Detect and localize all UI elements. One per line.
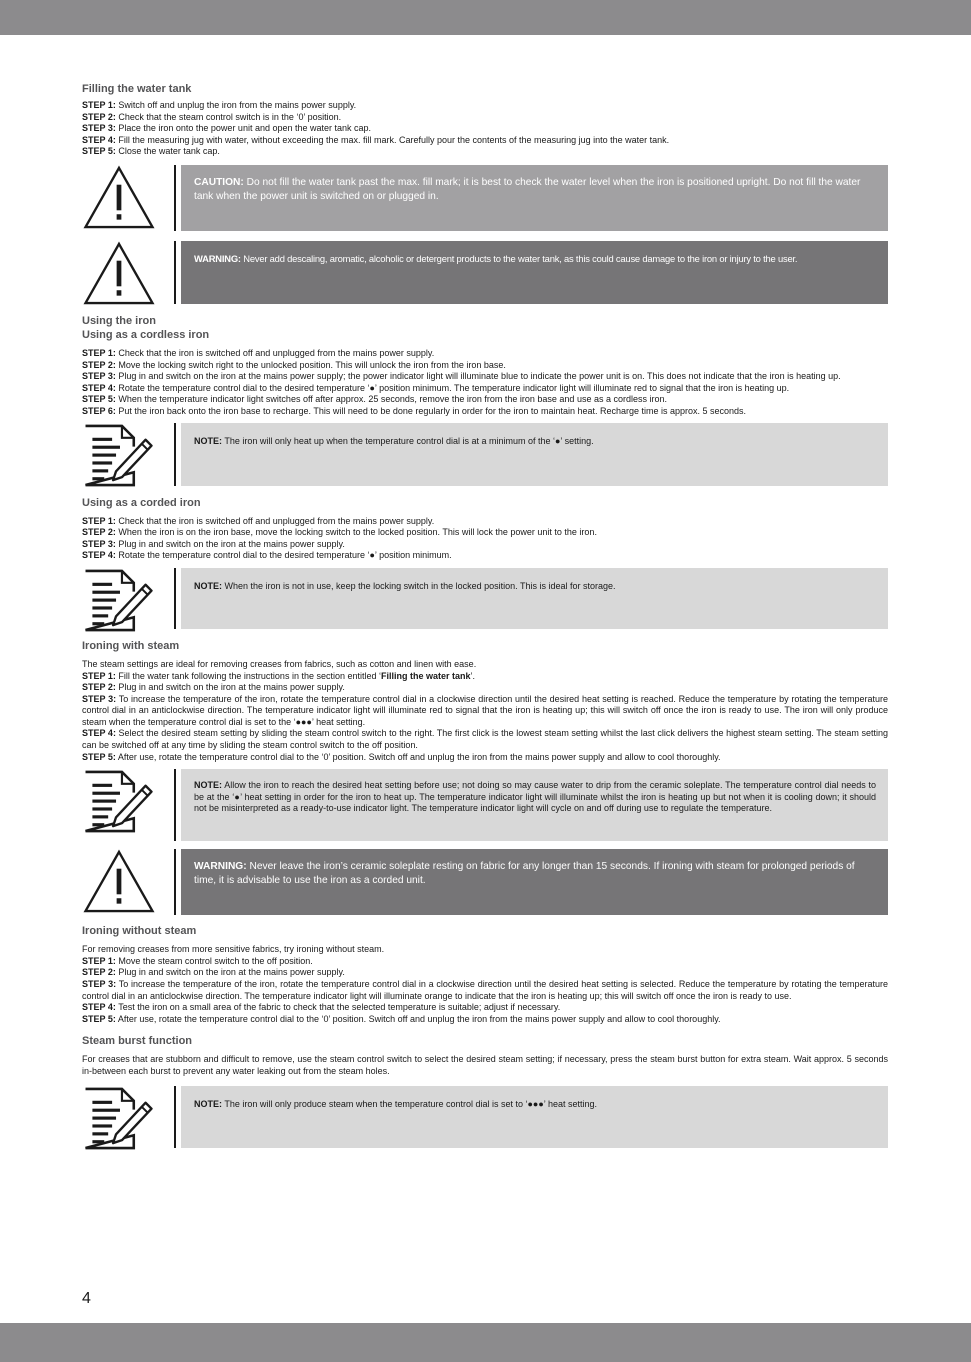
- note-label: NOTE:: [194, 1098, 222, 1109]
- step-item: STEP 4: Fill the measuring jug with water, without exceeding the max. fill mark. Carefully pour the contents of the measuring jug into the water tank.: [82, 134, 670, 145]
- warning-panel: [181, 849, 888, 915]
- warning-label: WARNING:: [194, 252, 241, 264]
- page-number: 4: [82, 1290, 91, 1307]
- steam-intro: The steam settings are ideal for removing creases from fabrics, such as cotton and linen with ease.: [82, 658, 477, 669]
- no-steam-steps: [82, 944, 888, 1025]
- step-item: STEP 3: To increase the temperature of the iron, rotate the temperature control dial in a clockwise direction until the desired heat setting is reached. Reduce the temperature by rotating the temperature control dial in an anticlockwise direction. The temperature indicator light will illuminate red to signal that the iron is heating up; this will switch off once the iron is ready to use. The iron will only produce steam when the temperature control dial is set to the ‘●●●’ heat setting.: [82, 693, 888, 727]
- note-box: [82, 1086, 888, 1148]
- note-panel: [181, 769, 888, 841]
- divider-line: [174, 165, 176, 231]
- step-item: STEP 2: When the iron is on the iron base, move the locking switch to the locked position. This will lock the power unit to the iron.: [82, 527, 597, 538]
- step-item: STEP 2: Plug in and switch on the iron at the mains power supply.: [82, 682, 345, 693]
- warning-panel: [181, 241, 888, 304]
- divider-line: [174, 1086, 176, 1148]
- header-bar: [0, 0, 971, 35]
- warning-box: [82, 849, 888, 915]
- step-item: STEP 2: Check that the steam control switch is in the ‘0’ position.: [82, 111, 342, 122]
- section-title-steam-burst: Steam burst function: [82, 1035, 193, 1048]
- warning-text: Never add descaling, aromatic, alcoholic or detergent products to the water tank, as this could cause damage to the iron or injury to the user.: [240, 252, 798, 264]
- step-item: STEP 5: After use, rotate the temperature control dial to the ‘0’ position. Switch off and unplug the iron from the mains power supply and allow to cool thoroughly.: [82, 1013, 721, 1024]
- step-item: STEP 5: Close the water tank cap.: [82, 146, 220, 157]
- note-panel: [181, 1086, 888, 1148]
- note-pencil-icon: [82, 568, 156, 633]
- note-label: NOTE:: [194, 780, 222, 791]
- note-label: NOTE:: [194, 580, 222, 591]
- note-text: The iron will only produce steam when the temperature control dial is set to ‘●●●’ heat setting.: [222, 1098, 597, 1109]
- note-label: NOTE:: [194, 435, 222, 446]
- steam-steps: [82, 659, 888, 763]
- divider-line: [174, 849, 176, 915]
- note-panel: [181, 568, 888, 629]
- section-title-corded: Using as a corded iron: [82, 496, 201, 509]
- warning-label: WARNING:: [194, 861, 247, 873]
- step-item: STEP 4: Select the desired steam setting by sliding the steam control switch to the right. The first click is the lowest steam setting whilst the last click delivers the highest steam setting. The steam setting can be switched off at any time by sliding the steam control switch to the off position.: [82, 728, 888, 751]
- note-pencil-icon: [82, 769, 156, 834]
- note-panel: [181, 423, 888, 486]
- step-item: STEP 1: Fill the water tank following the instructions in the section entitled ‘Filling the water tank’.: [82, 670, 476, 681]
- step-item: STEP 4: Test the iron on a small area of the fabric to check that the selected temperature is suitable; adjust if necessary.: [82, 1002, 561, 1013]
- step-item: STEP 4: Rotate the temperature control dial to the desired temperature ‘●’ position minimum.: [82, 550, 452, 561]
- step-item: STEP 2: Move the locking switch right to the unlocked position. This will unlock the iron from the iron base.: [82, 359, 506, 370]
- caution-box: [82, 165, 888, 231]
- note-box: [82, 568, 888, 629]
- step-item: STEP 1: Check that the iron is switched off and unplugged from the mains power supply.: [82, 347, 435, 358]
- footer-bar: [0, 1323, 971, 1362]
- note-text: Allow the iron to reach the desired heat setting before use; not doing so may cause water to drip from the ceramic soleplate. The temperature control dial needs to be at the ‘●’ heat setting in order for the iron to heat up. The temperature indicator light will illuminate whilst the iron is heating up but not when it is cooling down; it should not be misinterpreted as a ready-to-use indicator light. The temperature indicator light will cycle on and off during use to regulate the temperature.: [194, 780, 876, 814]
- step-item: STEP 6: Put the iron back onto the iron base to recharge. This will need to be done regularly in order for the iron to maintain heat. Recharge time is approx. 5 seconds.: [82, 405, 747, 416]
- warning-triangle-icon: [82, 165, 156, 230]
- note-box: [82, 769, 888, 841]
- section-title-no-steam: Ironing without steam: [82, 925, 197, 938]
- divider-line: [174, 568, 176, 629]
- step-item: STEP 3: Plug in and switch on the iron at the mains power supply; the power indicator light will illuminate blue to indicate the power unit is on. This does not indicate that the iron is heating up.: [82, 371, 841, 382]
- divider-line: [174, 769, 176, 841]
- note-text: The iron will only heat up when the temperature control dial is at a minimum of the ‘●’ setting.: [222, 435, 594, 446]
- step-item: STEP 1: Switch off and unplug the iron from the mains power supply.: [82, 100, 357, 110]
- step-item: STEP 1: Check that the iron is switched off and unplugged from the mains power supply.: [82, 515, 435, 526]
- steam-burst-text: For creases that are stubborn and difficult to remove, use the steam control switch to select the desired steam setting; if necessary, press the steam burst button for extra steam. Wait approx. 5 seconds in-between each burst to prevent any water leaking out from the steam holes.: [82, 1054, 888, 1076]
- section-title-using: Using the iron: [82, 314, 156, 327]
- note-pencil-icon: [82, 423, 156, 488]
- section-title-filling: Filling the water tank: [82, 83, 192, 95]
- caution-text: Do not fill the water tank past the max. fill mark; it is best to check the water level when the iron is positioned upright. Do not fill the water tank when the power unit is switched on or plugged in.: [194, 176, 861, 202]
- step-item: STEP 5: When the temperature indicator light switches off after approx. 25 seconds, remove the iron from the iron base and use as a cordless iron.: [82, 394, 667, 405]
- step-item: STEP 1: Move the steam control switch to the off position.: [82, 955, 313, 966]
- step-item: STEP 4: Rotate the temperature control dial to the desired temperature ‘●’ position minimum. The temperature indicator light will illuminate red to signal that the iron is heating up.: [82, 382, 790, 393]
- step-item: STEP 3: Plug in and switch on the iron at the mains power supply.: [82, 538, 345, 549]
- manual-content: [82, 82, 888, 1148]
- note-text: When the iron is not in use, keep the locking switch in the locked position. This is ideal for storage.: [222, 580, 616, 591]
- step-item: STEP 3: To increase the temperature of the iron, rotate the temperature control dial in a clockwise direction until the desired heat setting is selected. Reduce the temperature by rotating the temperature control dial in an anticlockwise direction. The temperature indicator light will illuminate orange to indicate that the iron is heating up; this will switch off once the iron is ready to use.: [82, 979, 888, 1001]
- filling-steps: [82, 100, 888, 158]
- divider-line: [174, 241, 176, 304]
- caution-label: CAUTION:: [194, 176, 244, 188]
- warning-triangle-icon: [82, 849, 156, 914]
- warning-triangle-icon: [82, 241, 156, 306]
- step-item: STEP 5: After use, rotate the temperature control dial to the ‘0’ position. Switch off and unplug the iron from the mains power supply and allow to cool thoroughly.: [82, 751, 721, 762]
- cordless-steps: [82, 348, 888, 418]
- step-item: STEP 3: Place the iron onto the power unit and open the water tank cap.: [82, 123, 372, 134]
- warning-box: [82, 241, 888, 304]
- step-item: STEP 2: Plug in and switch on the iron at the mains power supply.: [82, 967, 345, 978]
- corded-steps: [82, 516, 888, 562]
- section-subtitle-cordless: Using as a cordless iron: [82, 328, 210, 341]
- no-steam-intro: For removing creases from more sensitive fabrics, try ironing without steam.: [82, 944, 385, 955]
- section-title-steam: Ironing with steam: [82, 639, 180, 652]
- divider-line: [174, 423, 176, 486]
- caution-panel: [181, 165, 888, 231]
- note-pencil-icon: [82, 1086, 156, 1151]
- note-box: [82, 423, 888, 486]
- warning-text: Never leave the iron’s ceramic soleplate resting on fabric for any longer than 15 seconds. If ironing with steam for prolonged periods of time, it is advisable to use the iron as a corded unit.: [194, 861, 855, 887]
